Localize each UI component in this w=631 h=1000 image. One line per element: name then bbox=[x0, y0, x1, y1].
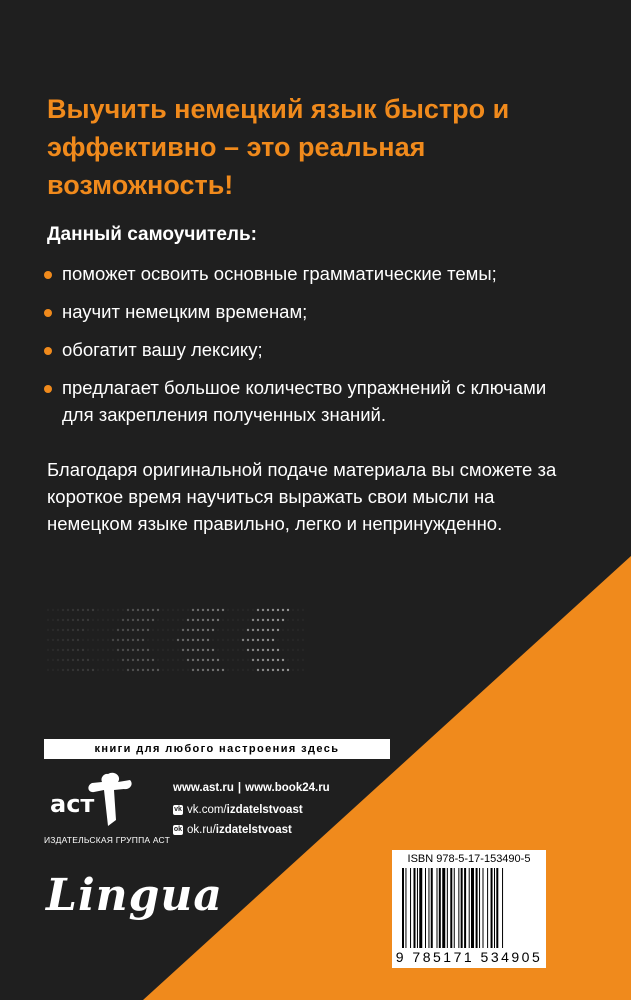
list-item bbox=[44, 336, 564, 363]
tagline-banner: книги для любого настроения здесь bbox=[44, 739, 390, 759]
ok-link-handle: izdatelstvoast bbox=[215, 824, 292, 836]
list-item bbox=[44, 298, 564, 325]
vk-icon: vk bbox=[174, 806, 182, 813]
ok-icon: ok bbox=[173, 826, 183, 833]
publisher-links bbox=[173, 778, 330, 840]
vk-row[interactable] bbox=[173, 800, 330, 820]
ok-link-prefix: ok.ru/ bbox=[187, 824, 216, 836]
publisher-name: ИЗДАТЕЛЬСКАЯ ГРУППА АСТ bbox=[44, 835, 170, 845]
dotted-arrows-decoration bbox=[46, 606, 306, 678]
ast-logo-text: аст bbox=[50, 790, 95, 818]
ean-digits: 9 785171 534905 bbox=[395, 949, 543, 965]
list-item-text: научит немецким временам; bbox=[62, 301, 308, 322]
headline: Выучить немецкий язык быстро и эффективно – это реальная возможность! bbox=[47, 94, 510, 200]
barcode-icon bbox=[402, 868, 536, 948]
bullet-dot-icon bbox=[44, 309, 52, 317]
website-link-book24[interactable]: www.book24.ru bbox=[245, 782, 330, 794]
list-item-text: предлагает большое количество упражнений с ключами для закрепления полученных знаний. bbox=[62, 377, 547, 425]
description-paragraph: Благодаря оригинальной подаче материала вы сможете за короткое время научиться выражать свои мысли на немецком языке правильно, легко и непринужденно. bbox=[47, 459, 557, 534]
link-separator: | bbox=[237, 782, 242, 794]
isbn-barcode-box bbox=[392, 850, 546, 968]
feature-list bbox=[44, 260, 564, 439]
list-item-text: поможет освоить основные грамматические темы; bbox=[62, 263, 497, 284]
website-row bbox=[173, 778, 330, 798]
ast-logo-icon bbox=[48, 770, 134, 828]
bullet-dot-icon bbox=[44, 271, 52, 279]
list-item-text: обогатит вашу лексику; bbox=[62, 339, 263, 360]
bullet-dot-icon bbox=[44, 385, 52, 393]
ok-row[interactable] bbox=[173, 820, 330, 840]
bullet-dot-icon bbox=[44, 347, 52, 355]
vk-link-prefix: vk.com/ bbox=[187, 804, 227, 816]
vk-link-handle: izdatelstvoast bbox=[226, 804, 303, 816]
list-item bbox=[44, 374, 564, 428]
list-item bbox=[44, 260, 564, 287]
website-link-ast[interactable]: www.ast.ru bbox=[173, 782, 234, 794]
lingua-series-logo: Lingua bbox=[46, 870, 223, 921]
isbn-label: ISBN 978-5-17-153490-5 bbox=[407, 853, 531, 865]
subheading: Данный самоучитель: bbox=[47, 224, 257, 245]
